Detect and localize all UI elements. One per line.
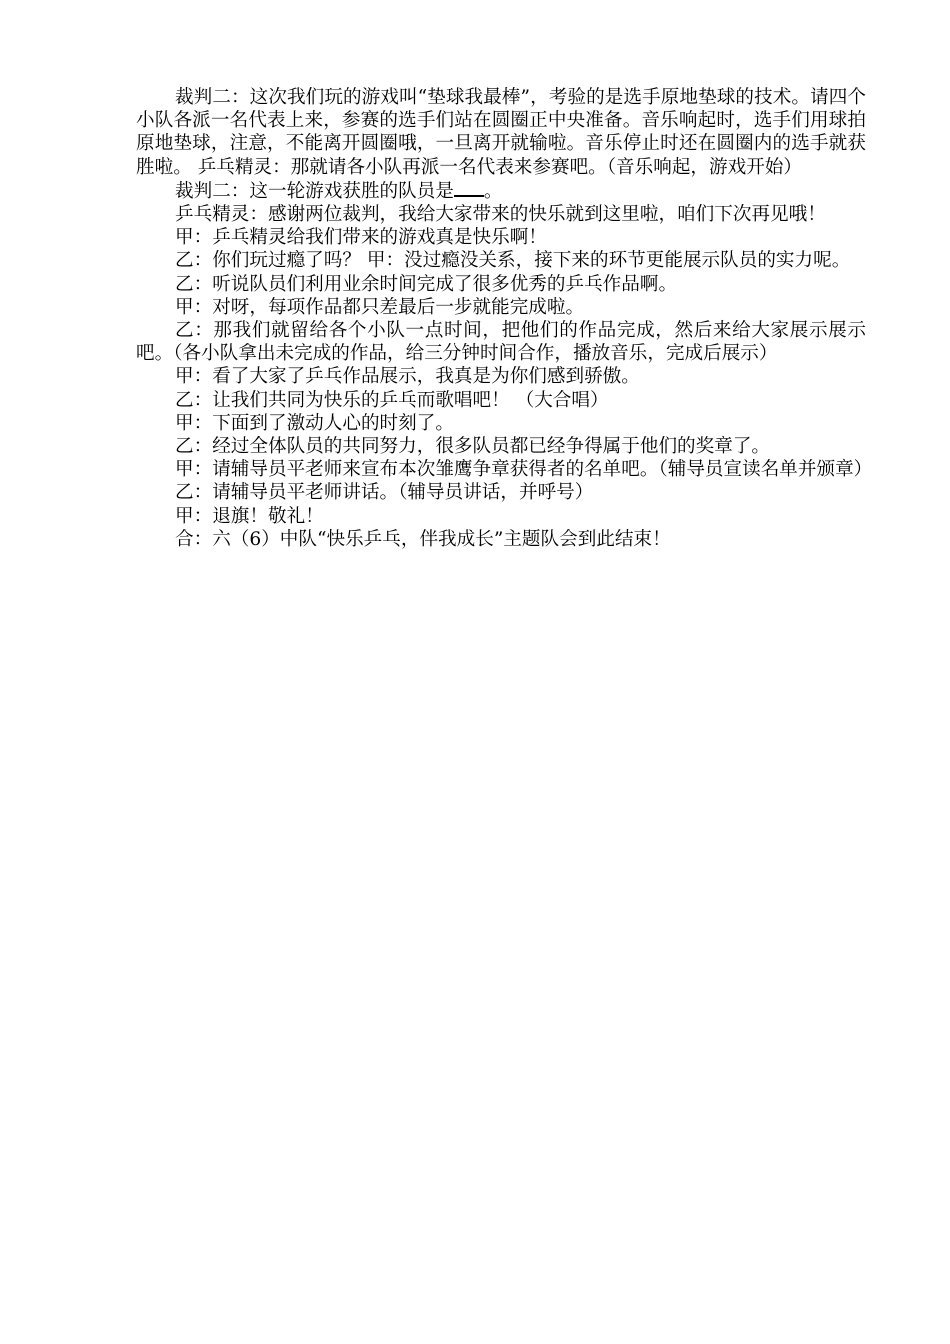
paragraph-pingpong-spirit-thanks: 乒乓精灵：感谢两位裁判，我给大家带来的快乐就到这里啦，咱们下次再见哦！	[175, 204, 826, 226]
paragraph-yi-sing: 乙：让我们共同为快乐的乒乓而歌唱吧！ （大合唱）	[175, 389, 609, 411]
paragraph-referee-game-intro: 裁判二：这次我们玩的游戏叫“垫球我最棒”，考验的是选手原地垫球的技术。请四个小队各派一名代表上来，参赛的选手们站在圆圈正中央准备。音乐响起时，选手们用球拍原地垫球，注意，不能离开圆圈哦，一旦离开就输啦。音乐停止时还在圆圈内的选手就获胜啦。 乒乓精灵：那就请各小队再派一名代表来参赛吧。（音乐响起，游戏开始）	[136, 87, 866, 178]
paragraph-referee-winner	[136, 179, 866, 203]
paragraph-jia-game-fun: 甲：乒乓精灵给我们带来的游戏真是快乐啊！	[175, 227, 547, 249]
paragraph-jia-last-step: 甲：对呀，每项作品都只差最后一步就能完成啦。	[175, 296, 585, 318]
paragraph-jia-proud: 甲：看了大家了乒乓作品展示，我真是为你们感到骄傲。	[175, 366, 640, 388]
paragraph-closing: 合：六（6）中队“快乐乒乓，伴我成长”主题队会到此结束！	[175, 528, 671, 550]
paragraph-jia-flag: 甲：退旗！敬礼！	[175, 505, 324, 527]
document-page	[136, 86, 873, 551]
paragraph-yi-teacher-speech: 乙：请辅导员平老师讲话。（辅导员讲话，并呼号）	[175, 482, 594, 504]
paragraph-jia-exciting-moment: 甲：下面到了激动人心的时刻了。	[175, 412, 454, 434]
answer-blank	[454, 179, 484, 197]
winner-prefix-text: 裁判二：这一轮游戏获胜的队员是	[175, 180, 454, 202]
paragraph-yi-medals: 乙：经过全体队员的共同努力，很多队员都已经争得属于他们的奖章了。	[175, 436, 771, 458]
winner-suffix-text: 。	[483, 180, 503, 202]
paragraph-yi-works: 乙：听说队员们利用业余时间完成了很多优秀的乒乓作品啊。	[175, 273, 678, 295]
paragraph-yi-complete-works: 乙：那我们就留给各个小队一点时间，把他们的作品完成，然后来给大家展示展示吧。（各小队拿出未完成的作品，给三分钟时间合作，播放音乐，完成后展示）	[136, 320, 866, 365]
paragraph-yi-next-segment: 乙：你们玩过瘾了吗？ 甲：没过瘾没关系，接下来的环节更能展示队员的实力呢。	[175, 250, 851, 272]
paragraph-jia-announce: 甲：请辅导员平老师来宣布本次雏鹰争章获得者的名单吧。（辅导员宣读名单并颁章）	[175, 459, 873, 481]
